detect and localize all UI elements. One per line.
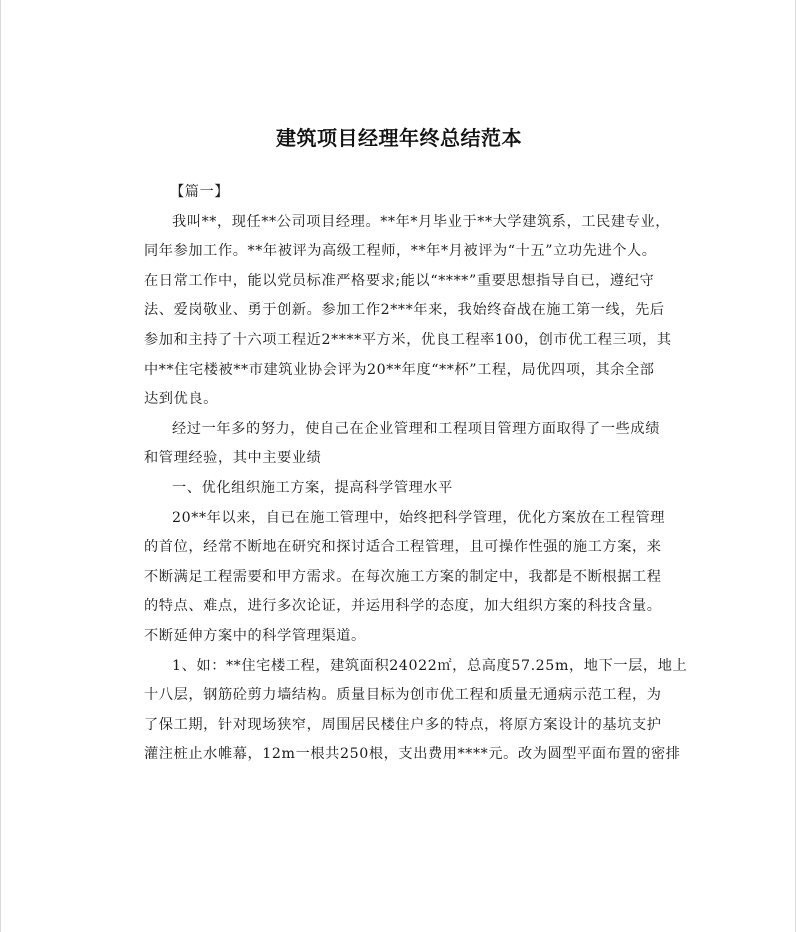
text-line: 灌注桩止水帷幕，12m一根共250根，支出费用****元。改为圆型平面布置的密排 bbox=[144, 746, 681, 763]
text-line: 20**年以来，自已在施工管理中，始终把科学管理，优化方案放在工程管理 bbox=[172, 509, 666, 526]
text-line: 1、如：**住宅楼工程，建筑面积24022㎡，总高度57.25m，地下一层，地上 bbox=[172, 657, 688, 674]
document-title: 建筑项目经理年终总结范本 bbox=[276, 126, 522, 150]
text-line: 了保工期，针对现场狭窄，周围居民楼住户多的特点，将原方案设计的基坑支护 bbox=[144, 716, 662, 733]
text-line: 我叫**，现任**公司项目经理。**年*月毕业于**大学建筑系，工民建专业， bbox=[172, 213, 671, 230]
text-line: 一、优化组织施工方案，提高科学管理水平 bbox=[172, 479, 453, 496]
text-line: 十八层，钢筋砼剪力墙结构。质量目标为创市优工程和质量无通病示范工程，为 bbox=[144, 687, 662, 704]
text-line: 参加和主持了十六项工程近2****平方米，优良工程率100，创市优工程三项，其 bbox=[144, 331, 672, 348]
text-line: 不断延伸方案中的科学管理渠道。 bbox=[144, 627, 366, 644]
text-line: 法、爱岗敬业、勇于创新。参加工作2***年来，我始终奋战在施工第一线，先后 bbox=[144, 302, 665, 319]
text-line: 的首位，经常不断地在研究和探讨适合工程管理，且可操作性强的施工方案，来 bbox=[144, 539, 662, 556]
text-line: 的特点、难点，进行多次论证，并运用科学的态度，加大组织方案的科技含量。 bbox=[144, 598, 662, 615]
text-line: 中**住宅楼被**市建筑业协会评为20**年度“**杯”工程，局优四项，其余全部 bbox=[144, 361, 655, 378]
document-body bbox=[144, 178, 688, 770]
text-line: 经过一年多的努力，使自己在企业管理和工程项目管理方面取得了一些成绩 bbox=[172, 420, 660, 437]
text-line: 在日常工作中，能以党员标准严格要求;能以“****”重要思想指导自已，遵纪守 bbox=[144, 272, 655, 289]
text-line: 同年参加工作。**年被评为高级工程师，**年*月被评为“十五”立功先进个人。 bbox=[144, 243, 657, 260]
text-line: 达到优良。 bbox=[144, 391, 218, 408]
text-line: 不断满足工程需要和甲方需求。在每次施工方案的制定中，我都是不断根据工程 bbox=[144, 568, 662, 585]
section-tag: 【篇一】 bbox=[170, 184, 230, 200]
text-line: 和管理经验，其中主要业绩 bbox=[144, 450, 322, 467]
